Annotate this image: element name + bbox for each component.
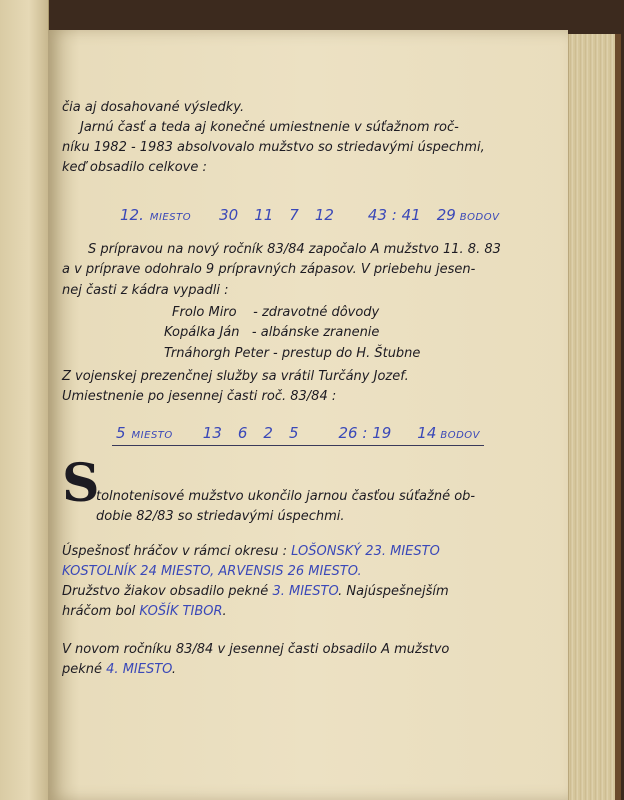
- p2-line2: a v príprave odohralo 9 prípravných zápasov. V priebehu jesen-: [62, 262, 476, 277]
- autumn-place: 4. MIESTO: [106, 662, 172, 677]
- left-page-edge: [0, 0, 49, 800]
- place-word: MIESTO: [131, 430, 173, 441]
- p4-line4: [62, 602, 532, 622]
- p3-line1: tolnotenisové mužstvo ukončilo jarnou časťou súťažné ob-: [96, 489, 476, 504]
- p4-line3-text: Družstvo žiakov obsadilo pekné: [62, 584, 269, 599]
- stat-losses: 12: [314, 206, 334, 224]
- p2-line1: S prípravou na nový ročník 83/84 započalo A mužstvo 11. 8. 83: [88, 242, 501, 257]
- separator-line: [112, 445, 484, 446]
- stat-points: 14: [417, 424, 437, 442]
- standings-row-2: [116, 424, 496, 442]
- stat-wins: 11: [254, 206, 274, 224]
- youth-place: 3. MIESTO: [272, 584, 339, 599]
- p2-line4: Z vojenskej prezenčnej služby sa vrátil Turčány Jozef.: [62, 369, 409, 384]
- points-word: BODOV: [459, 212, 500, 223]
- p4-line1-text: Úspešnosť hráčov v rámci okresu :: [62, 544, 288, 559]
- place-number: 5: [116, 424, 126, 442]
- p5-line2-tail: .: [171, 662, 176, 677]
- player-ranking-1: LOŠONSKÝ 23. MIESTO: [291, 544, 440, 559]
- stat-wins: 6: [237, 424, 248, 442]
- p2-line5: Umiestnenie po jesennej časti roč. 83/84 :: [62, 389, 337, 404]
- stat-score: 43 : 41: [367, 206, 421, 224]
- p4-line3: [62, 582, 532, 602]
- p3-line2: dobie 82/83 so striedavými úspechmi.: [96, 509, 345, 524]
- departure-item-3: Trnáhorgh Peter - prestup do H. Štubne: [164, 346, 421, 361]
- p4-line4-tail: .: [222, 604, 227, 619]
- stat-score: 26 : 19: [338, 424, 392, 442]
- p5-line2-text: pekné: [62, 662, 103, 677]
- p5-line2: [62, 660, 532, 680]
- page-stack-edge: [568, 34, 621, 800]
- place-number: 12.: [120, 206, 144, 224]
- p4-line1: [62, 542, 532, 562]
- drop-cap: S: [62, 453, 100, 514]
- p1-line3: níku 1982 - 1983 absolvovalo mužstvo so striedavými úspechmi,: [62, 140, 485, 155]
- departure-item-2: Kopálka Ján - albánske zranenie: [164, 325, 380, 340]
- p4-line3-tail: . Najúspešnejším: [338, 584, 449, 599]
- p4-line4-text: hráčom bol: [62, 604, 136, 619]
- stat-draws: 2: [263, 424, 273, 442]
- p5-line1: V novom ročníku 83/84 v jesennej časti obsadilo A mužstvo: [62, 642, 450, 657]
- stat-draws: 7: [289, 206, 299, 224]
- p4-line2: KOSTOLNÍK 24 MIESTO, ARVENSIS 26 MIESTO.: [62, 564, 362, 579]
- stat-matches: 30: [219, 206, 239, 224]
- p1-line4: keď obsadilo celkove :: [62, 160, 207, 175]
- stat-losses: 5: [288, 424, 299, 442]
- departure-item-1: Frolo Miro - zdravotné dôvody: [172, 305, 380, 320]
- points-word: BODOV: [440, 430, 481, 441]
- standings-row-1: [120, 206, 515, 224]
- p1-line1: čia aj dosahované výsledky.: [62, 100, 245, 115]
- p2-line3: nej časti z kádra vypadli :: [62, 283, 229, 298]
- stat-points: 29: [436, 206, 456, 224]
- p1-line2: Jarnú časť a teda aj konečné umiestnenie v súťažnom roč-: [80, 120, 459, 135]
- place-word: MIESTO: [149, 212, 192, 223]
- stat-matches: 13: [202, 424, 222, 442]
- best-player: KOŠÍK TIBOR: [139, 604, 223, 619]
